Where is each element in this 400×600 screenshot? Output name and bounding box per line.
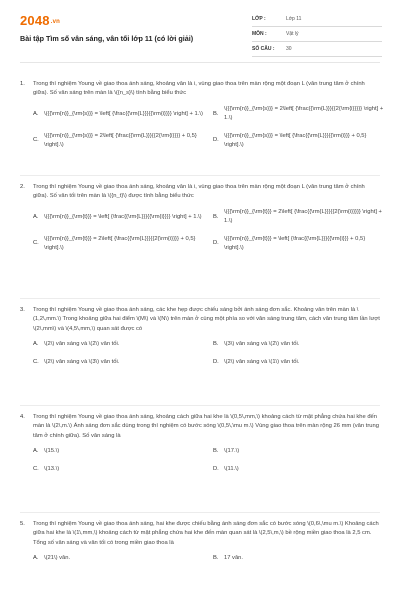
- question-divider: [20, 175, 380, 176]
- logo-text: 2048: [20, 13, 50, 28]
- question-number: 4.: [20, 414, 25, 420]
- option-text: \(2\) vân sáng và \(3\) vân tối.: [44, 358, 120, 365]
- option-letter: B.: [213, 110, 219, 117]
- option-text: \({{\rm{n}}_{\rm{t}}} = \left[ {\frac{{\rm{L}}}{{\rm{i}}}} \right] + 1.\): [44, 213, 202, 220]
- option-c[interactable]: [33, 132, 205, 151]
- question-text: Trong thí nghiệm Young về giao thoa ánh sáng, khoảng vân là i, vùng giao thoa trên màn rộng một đoạn L (vân trung tâm ở chính giữa). Số vân tối trên màn là \({n_t}\) được tính bằng biểu thức: [33, 184, 365, 200]
- meta-panel: [252, 12, 382, 57]
- question-2: [20, 183, 380, 253]
- question-5: [20, 520, 380, 564]
- option-letter: A.: [33, 448, 39, 455]
- option-letter: D.: [213, 358, 219, 365]
- meta-row-subject: [252, 27, 382, 42]
- question-text: Trong thí nghiệm Young về giao thoa ánh sáng, các khe hẹp được chiếu sáng bởi ánh sáng đơn sắc. Khoảng vân trên màn là \(1,2\,mm.\) Trong khoảng giữa hai điểm \(M\) và \(N\) trên màn ở cùng một phía so với vân sáng trung tâm, cách vân trung tâm lần lượt \(2\,mm\) và \(4,5\,mm,\) quan sát được có: [33, 307, 380, 332]
- meta-value: 30: [286, 46, 292, 52]
- option-letter: A.: [33, 341, 39, 348]
- option-c[interactable]: [33, 358, 205, 367]
- question-number: 1.: [20, 81, 25, 87]
- header-divider: [20, 62, 380, 63]
- page-header: [0, 0, 400, 62]
- logo-suffix: .vn: [50, 18, 61, 25]
- meta-label: LỚP :: [252, 16, 266, 22]
- option-letter: D.: [213, 240, 219, 247]
- option-text: \({{\rm{n}}_{\rm{s}}} = \left[ {\frac{{\rm{L}}}{{\rm{i}}}} \right] + 1.\): [44, 110, 203, 117]
- option-a[interactable]: [33, 105, 205, 124]
- answer-options: [33, 208, 380, 254]
- option-d[interactable]: [213, 132, 385, 151]
- meta-row-class: [252, 12, 382, 27]
- question-3: [20, 306, 380, 367]
- option-text: \({{\rm{n}}_{\rm{s}}} = \left[ {\frac{{\rm{L}}}{{\rm{i}}} + 0,5} \right].\): [224, 132, 367, 149]
- answer-options: [33, 447, 380, 474]
- question-1: [20, 80, 384, 150]
- meta-label: MÔN :: [252, 31, 267, 37]
- option-letter: C.: [33, 240, 39, 247]
- option-letter: C.: [33, 137, 39, 144]
- question-4: [20, 413, 380, 474]
- option-b[interactable]: [213, 554, 385, 563]
- question-number: 3.: [20, 307, 25, 313]
- option-b[interactable]: [213, 447, 385, 456]
- meta-label: SỐ CÂU :: [252, 46, 275, 52]
- page-title: Bài tập Tìm số vân sáng, vân tối lớp 11 (có lời giải): [20, 34, 194, 43]
- option-b[interactable]: [213, 340, 385, 349]
- option-text: \({{\rm{n}}_{\rm{t}}} = 2\left[ {\frac{{\rm{L}}}{{2{\rm{i}}}}} \right] + 1.\): [224, 208, 382, 225]
- option-text: \({{\rm{n}}_{\rm{s}}} = 2\left[ {\frac{{\rm{L}}}{{2{\rm{i}}}} + 0,5} \right].\): [44, 132, 197, 149]
- option-text: \({{\rm{n}}_{\rm{t}}} = 2\left[ {\frac{{\rm{L}}}{{2{\rm{i}}}} + 0,5} \right].\): [44, 235, 196, 252]
- answer-options: [33, 105, 384, 151]
- option-letter: A.: [33, 555, 39, 562]
- question-divider: [20, 405, 380, 406]
- answer-options: [33, 340, 380, 367]
- option-text: \(15.\): [44, 448, 60, 455]
- option-letter: A.: [33, 213, 39, 220]
- question-text: Trong thí nghiệm Young về giao thoa ánh sáng, khoảng cách giữa hai khe là \(0,5\,mm,\) khoảng cách từ mặt phẳng chứa hai khe đến màn là \(2\,m.\) Ánh sáng đơn sắc dùng trong thí nghiệm có bước sóng \(0,5\,\mu m.\) Vùng giao thoa trên màn rộng 26 mm (vân trung tâm ở chính giữa). Số vân sáng là: [33, 414, 379, 439]
- option-text: \(11.\): [224, 465, 239, 472]
- option-text: \(17.\): [224, 448, 240, 455]
- answer-options: [33, 554, 380, 563]
- option-letter: A.: [33, 110, 39, 117]
- option-letter: C.: [33, 358, 39, 365]
- option-c[interactable]: [33, 235, 205, 254]
- meta-value: Lớp 11: [286, 16, 302, 22]
- option-text: \({{\rm{n}}_{\rm{s}}} = 2\left[ {\frac{{\rm{L}}}{{2{\rm{i}}}}} \right] + 1.\): [224, 105, 384, 122]
- option-letter: D.: [213, 465, 219, 472]
- site-logo[interactable]: [20, 13, 60, 28]
- option-a[interactable]: [33, 340, 205, 349]
- question-text: Trong thí nghiệm Young về giao thoa ánh sáng, khoảng vân là i, vùng giao thoa trên màn rộng một đoạn L (vân trung tâm ở chính giữa). Số vân sáng trên màn là \({n_s}\) tính bằng biểu thức: [33, 81, 365, 97]
- option-a[interactable]: [33, 554, 205, 563]
- meta-value: Vật lý: [286, 31, 299, 37]
- option-a[interactable]: [33, 208, 205, 227]
- option-text: \(2\) vân sáng và \(2\) vân tối.: [44, 341, 120, 348]
- option-letter: B.: [213, 448, 219, 455]
- option-b[interactable]: [213, 105, 385, 124]
- option-letter: C.: [33, 465, 39, 472]
- option-d[interactable]: [213, 358, 385, 367]
- option-text: \(13.\): [44, 465, 60, 472]
- question-divider: [20, 512, 380, 513]
- option-d[interactable]: [213, 465, 385, 474]
- option-text: \(21\) vân.: [44, 555, 71, 562]
- option-text: \(3\) vân sáng và \(2\) vân tối.: [224, 341, 300, 348]
- option-letter: B.: [213, 341, 219, 348]
- option-c[interactable]: [33, 465, 205, 474]
- option-text: 17 vân.: [224, 555, 244, 562]
- option-letter: B.: [213, 213, 219, 220]
- meta-row-count: [252, 42, 382, 57]
- option-d[interactable]: [213, 235, 385, 254]
- option-text: \(2\) vân sáng và \(1\) vân tối.: [224, 358, 300, 365]
- question-number: 5.: [20, 521, 25, 527]
- option-b[interactable]: [213, 208, 385, 227]
- option-a[interactable]: [33, 447, 205, 456]
- question-number: 2.: [20, 184, 25, 190]
- question-divider: [20, 298, 380, 299]
- option-text: \({{\rm{n}}_{\rm{t}}} = \left[ {\frac{{\rm{L}}}{{\rm{i}}} + 0,5} \right].\): [224, 235, 366, 252]
- option-letter: D.: [213, 137, 219, 144]
- question-text: Trong thí nghiệm Young về giao thoa ánh sáng, hai khe được chiếu bằng ánh sáng đơn sắc có bước sóng \(0,6\,\mu m.\) Khoảng cách giữa hai khe là \(1\,mm,\) khoảng cách từ mặt phẳng chứa hai khe đến màn quan sát là \(2,5\,m,\) bề rộng miền giao thoa là 2,5 cm. Tổng số vân sáng và vân tối có trong miền giao thoa là: [33, 521, 379, 546]
- option-letter: B.: [213, 555, 219, 562]
